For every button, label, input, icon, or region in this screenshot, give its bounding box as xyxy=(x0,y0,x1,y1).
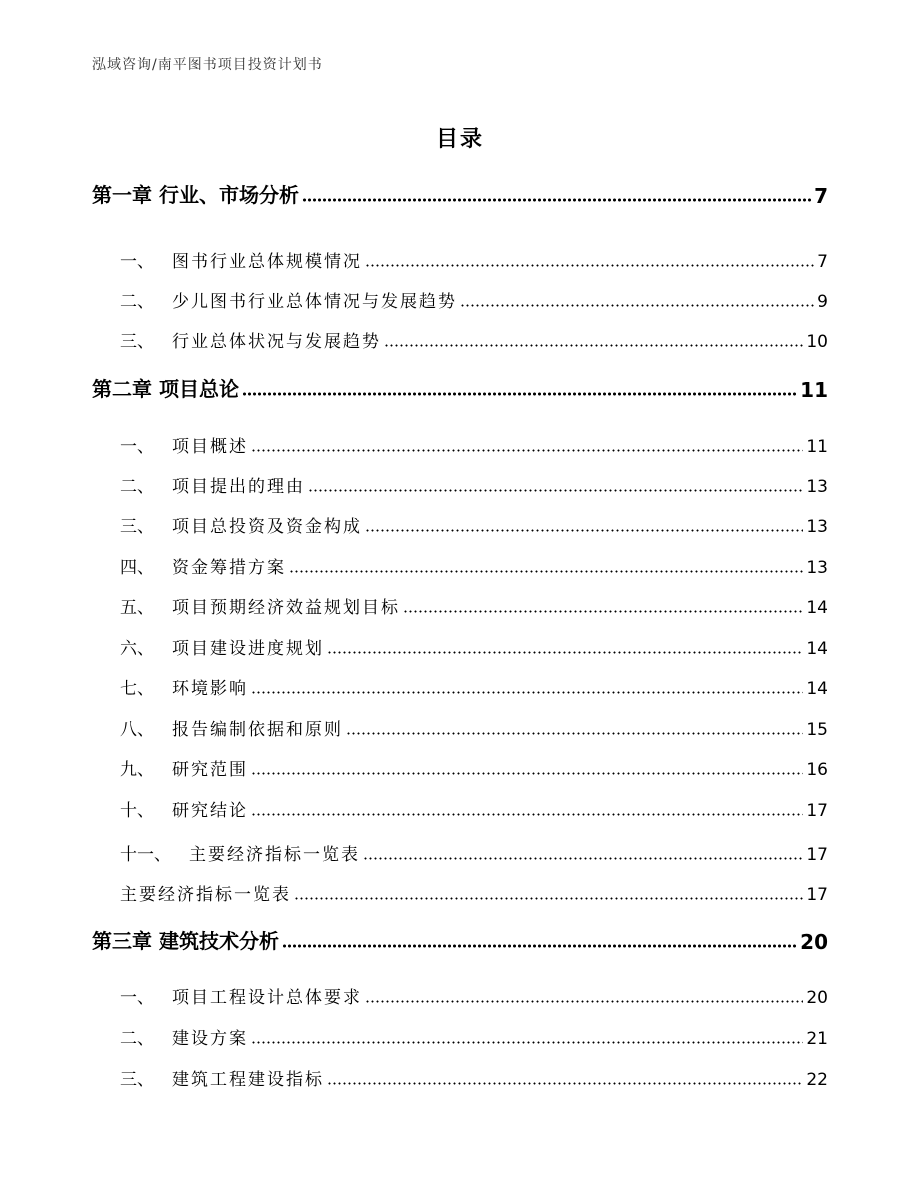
dot-leader xyxy=(384,344,803,347)
entry-page-number: 17 xyxy=(806,885,828,905)
toc-section-entry[interactable] xyxy=(120,982,828,1008)
dot-leader xyxy=(327,651,803,654)
entry-label: 图书行业总体规模情况 xyxy=(172,252,362,272)
toc-title: 目录 xyxy=(435,127,484,152)
dot-leader xyxy=(308,489,803,492)
toc-chapter-entry[interactable] xyxy=(92,376,828,402)
entry-label: 项目提出的理由 xyxy=(172,477,305,497)
entry-label: 第二章 项目总论 xyxy=(92,377,239,401)
entry-number: 一、 xyxy=(120,252,154,272)
entry-page-number: 9 xyxy=(817,292,828,312)
entry-label: 建筑工程建设指标 xyxy=(172,1070,324,1090)
toc-chapter-entry[interactable] xyxy=(92,182,828,208)
entry-label: 环境影响 xyxy=(172,679,248,699)
dot-leader xyxy=(294,897,803,900)
dot-leader xyxy=(251,449,803,452)
dot-leader xyxy=(403,610,803,613)
entry-number: 一、 xyxy=(120,988,154,1008)
dot-leader xyxy=(365,264,814,267)
dot-leader xyxy=(327,1082,803,1085)
entry-label: 项目建设进度规划 xyxy=(172,639,324,659)
toc-section-entry[interactable] xyxy=(120,471,828,497)
entry-page-number: 15 xyxy=(806,720,828,740)
toc-section-entry[interactable] xyxy=(120,673,828,699)
entry-label: 资金筹措方案 xyxy=(172,558,286,578)
entry-page-number: 16 xyxy=(806,760,828,780)
toc-section-entry[interactable] xyxy=(120,879,828,905)
entry-page-number: 11 xyxy=(806,437,828,457)
dot-leader xyxy=(365,529,803,532)
entry-number: 十一、 xyxy=(120,845,171,865)
entry-page-number: 20 xyxy=(806,988,828,1008)
dot-leader xyxy=(302,198,811,202)
dot-leader xyxy=(363,857,803,860)
toc-section-entry[interactable] xyxy=(120,754,828,780)
entry-page-number: 10 xyxy=(806,332,828,352)
entry-label: 建设方案 xyxy=(172,1029,248,1049)
entry-number: 三、 xyxy=(120,517,154,537)
entry-label: 第三章 建筑技术分析 xyxy=(92,929,279,953)
entry-label: 研究范围 xyxy=(172,760,248,780)
entry-page-number: 7 xyxy=(814,184,828,208)
toc-section-entry[interactable] xyxy=(120,552,828,578)
dot-leader xyxy=(282,944,797,948)
toc-section-entry[interactable] xyxy=(120,1064,828,1090)
dot-leader xyxy=(251,813,803,816)
entry-page-number: 13 xyxy=(806,477,828,497)
dot-leader xyxy=(251,691,803,694)
toc-section-entry[interactable] xyxy=(120,714,828,740)
entry-label: 研究结论 xyxy=(172,801,248,821)
toc-section-entry[interactable] xyxy=(120,326,828,352)
entry-page-number: 14 xyxy=(806,679,828,699)
entry-number: 七、 xyxy=(120,679,154,699)
toc-section-entry[interactable] xyxy=(120,246,828,272)
entry-label: 行业总体状况与发展趋势 xyxy=(172,332,381,352)
entry-label: 主要经济指标一览表 xyxy=(189,845,360,865)
entry-label: 项目概述 xyxy=(172,437,248,457)
entry-page-number: 21 xyxy=(806,1029,828,1049)
entry-number: 二、 xyxy=(120,292,154,312)
toc-section-entry[interactable] xyxy=(120,511,828,537)
entry-number: 四、 xyxy=(120,558,154,578)
entry-number: 三、 xyxy=(120,332,154,352)
dot-leader xyxy=(289,570,803,573)
entry-label: 项目预期经济效益规划目标 xyxy=(172,598,400,618)
entry-page-number: 17 xyxy=(806,845,828,865)
entry-number: 二、 xyxy=(120,1029,154,1049)
entry-number: 五、 xyxy=(120,598,154,618)
toc-section-entry[interactable] xyxy=(120,286,828,312)
entry-page-number: 20 xyxy=(800,930,828,954)
entry-label: 报告编制依据和原则 xyxy=(172,720,343,740)
dot-leader xyxy=(346,732,803,735)
entry-number: 一、 xyxy=(120,437,154,457)
toc-section-entry[interactable] xyxy=(120,839,828,865)
entry-number: 三、 xyxy=(120,1070,154,1090)
running-header: 泓域咨询/南平图书项目投资计划书 xyxy=(92,57,323,73)
entry-number: 十、 xyxy=(120,801,154,821)
entry-page-number: 14 xyxy=(806,598,828,618)
toc-section-entry[interactable] xyxy=(120,431,828,457)
toc-section-entry[interactable] xyxy=(120,633,828,659)
entry-number: 二、 xyxy=(120,477,154,497)
entry-label: 少儿图书行业总体情况与发展趋势 xyxy=(172,292,457,312)
dot-leader xyxy=(251,772,803,775)
entry-label: 主要经济指标一览表 xyxy=(120,885,291,905)
entry-label: 项目总投资及资金构成 xyxy=(172,517,362,537)
entry-page-number: 14 xyxy=(806,639,828,659)
entry-label: 第一章 行业、市场分析 xyxy=(92,183,299,207)
entry-page-number: 17 xyxy=(806,801,828,821)
entry-page-number: 11 xyxy=(800,378,828,402)
dot-leader xyxy=(242,392,797,396)
toc-section-entry[interactable] xyxy=(120,795,828,821)
dot-leader xyxy=(251,1041,803,1044)
entry-label: 项目工程设计总体要求 xyxy=(172,988,362,1008)
toc-section-entry[interactable] xyxy=(120,592,828,618)
entry-number: 九、 xyxy=(120,760,154,780)
entry-number: 六、 xyxy=(120,639,154,659)
dot-leader xyxy=(460,304,814,307)
dot-leader xyxy=(365,1000,803,1003)
entry-page-number: 13 xyxy=(806,558,828,578)
entry-page-number: 7 xyxy=(817,252,828,272)
toc-section-entry[interactable] xyxy=(120,1023,828,1049)
entry-page-number: 13 xyxy=(806,517,828,537)
entry-page-number: 22 xyxy=(806,1070,828,1090)
entry-number: 八、 xyxy=(120,720,154,740)
toc-chapter-entry[interactable] xyxy=(92,928,828,954)
